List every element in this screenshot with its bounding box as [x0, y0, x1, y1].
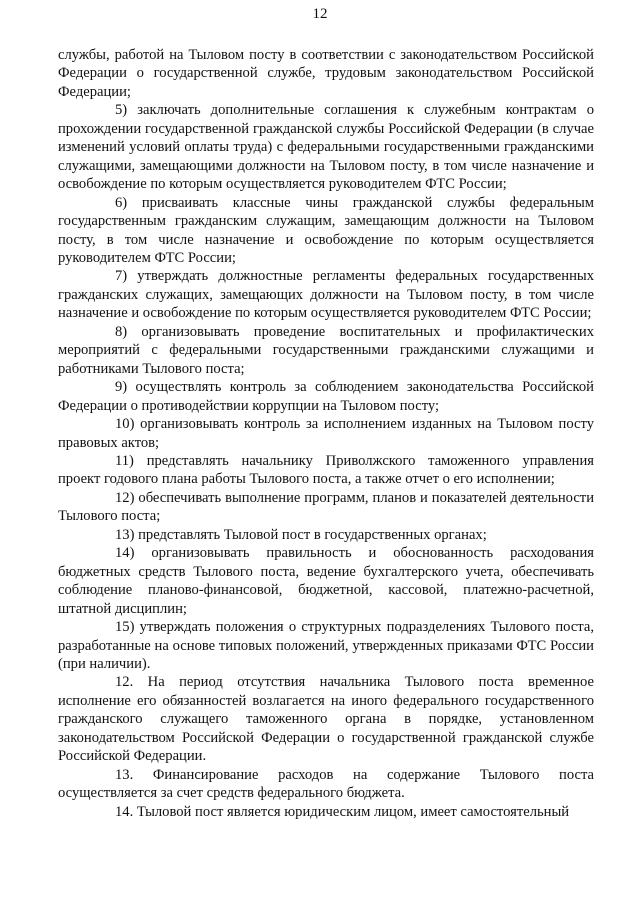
- paragraph: 12. На период отсутствия начальника Тылового поста временное исполнение его обязанностей возлагается на иного федерального государственного гражданского служащего таможенного органа в порядке, установленном законодательством Российской Федерации о государственной гражданской службе Российской Федерации.: [58, 674, 594, 765]
- paragraph: 13) представлять Тыловой пост в государственных органах;: [115, 526, 487, 543]
- paragraph: 13. Финансирование расходов на содержание Тылового поста осуществляется за счет средств федерального бюджета.: [58, 766, 594, 802]
- paragraph: 11) представлять начальнику Приволжского таможенного управления проект годового плана работы Тылового поста, а также отчет о его исполнении;: [58, 452, 594, 488]
- paragraph: 5) заключать дополнительные соглашения к служебным контрактам о прохождении государственной гражданской службы Российской Федерации (в случае изменений условий оплаты труда) с федеральными государственными гражданскими служащими, замещающими должности на Тыловом посту, в том числе назначение и освобождение по которым осуществляется руководителем ФТС России;: [58, 102, 594, 193]
- document-body: [58, 46, 594, 821]
- page-number: 12: [312, 6, 328, 22]
- paragraph: 7) утверждать должностные регламенты федеральных государственных гражданских служащих, замещающих должности на Тыловом посту, в том числе назначение и освобождение по которым осуществляется руководителем ФТС России;: [58, 268, 594, 322]
- paragraph: 9) осуществлять контроль за соблюдением законодательства Российской Федерации о противодействии коррупции на Тыловом посту;: [58, 379, 594, 414]
- paragraph: 8) организовывать проведение воспитательных и профилактических мероприятий с федеральными государственными гражданскими служащими и работниками Тылового поста;: [58, 323, 594, 377]
- paragraph: 6) присваивать классные чины гражданской службы федеральным государственным гражданским служащим, замещающим должности на Тыловом посту, в том числе назначение и освобождение по которым осуществляется руководителем ФТС России;: [58, 194, 594, 266]
- paragraph: 14) организовывать правильность и обоснованность расходования бюджетных средств Тылового поста, ведение бухгалтерского учета, обеспечивать соблюдение планово-финансовой, бюджетной, кассовой, платежно-расчетной, штатной дисциплин;: [58, 545, 594, 617]
- paragraph: 12) обеспечивать выполнение программ, планов и показателей деятельности Тылового поста;: [58, 489, 594, 525]
- paragraph: службы, работой на Тыловом посту в соответствии с законодательством Российской Федерации о государственной службе, трудовым законодательством Российской Федерации;: [58, 47, 594, 100]
- paragraph: 14. Тыловой пост является юридическим лицом, имеет самостоятельный: [115, 803, 570, 820]
- paragraph: 10) организовывать контроль за исполнением изданных на Тыловом посту правовых актов;: [58, 416, 594, 451]
- paragraph: 15) утверждать положения о структурных подразделениях Тылового поста, разработанные на основе типовых положений, утвержденных приказами ФТС России (при наличии).: [58, 619, 594, 672]
